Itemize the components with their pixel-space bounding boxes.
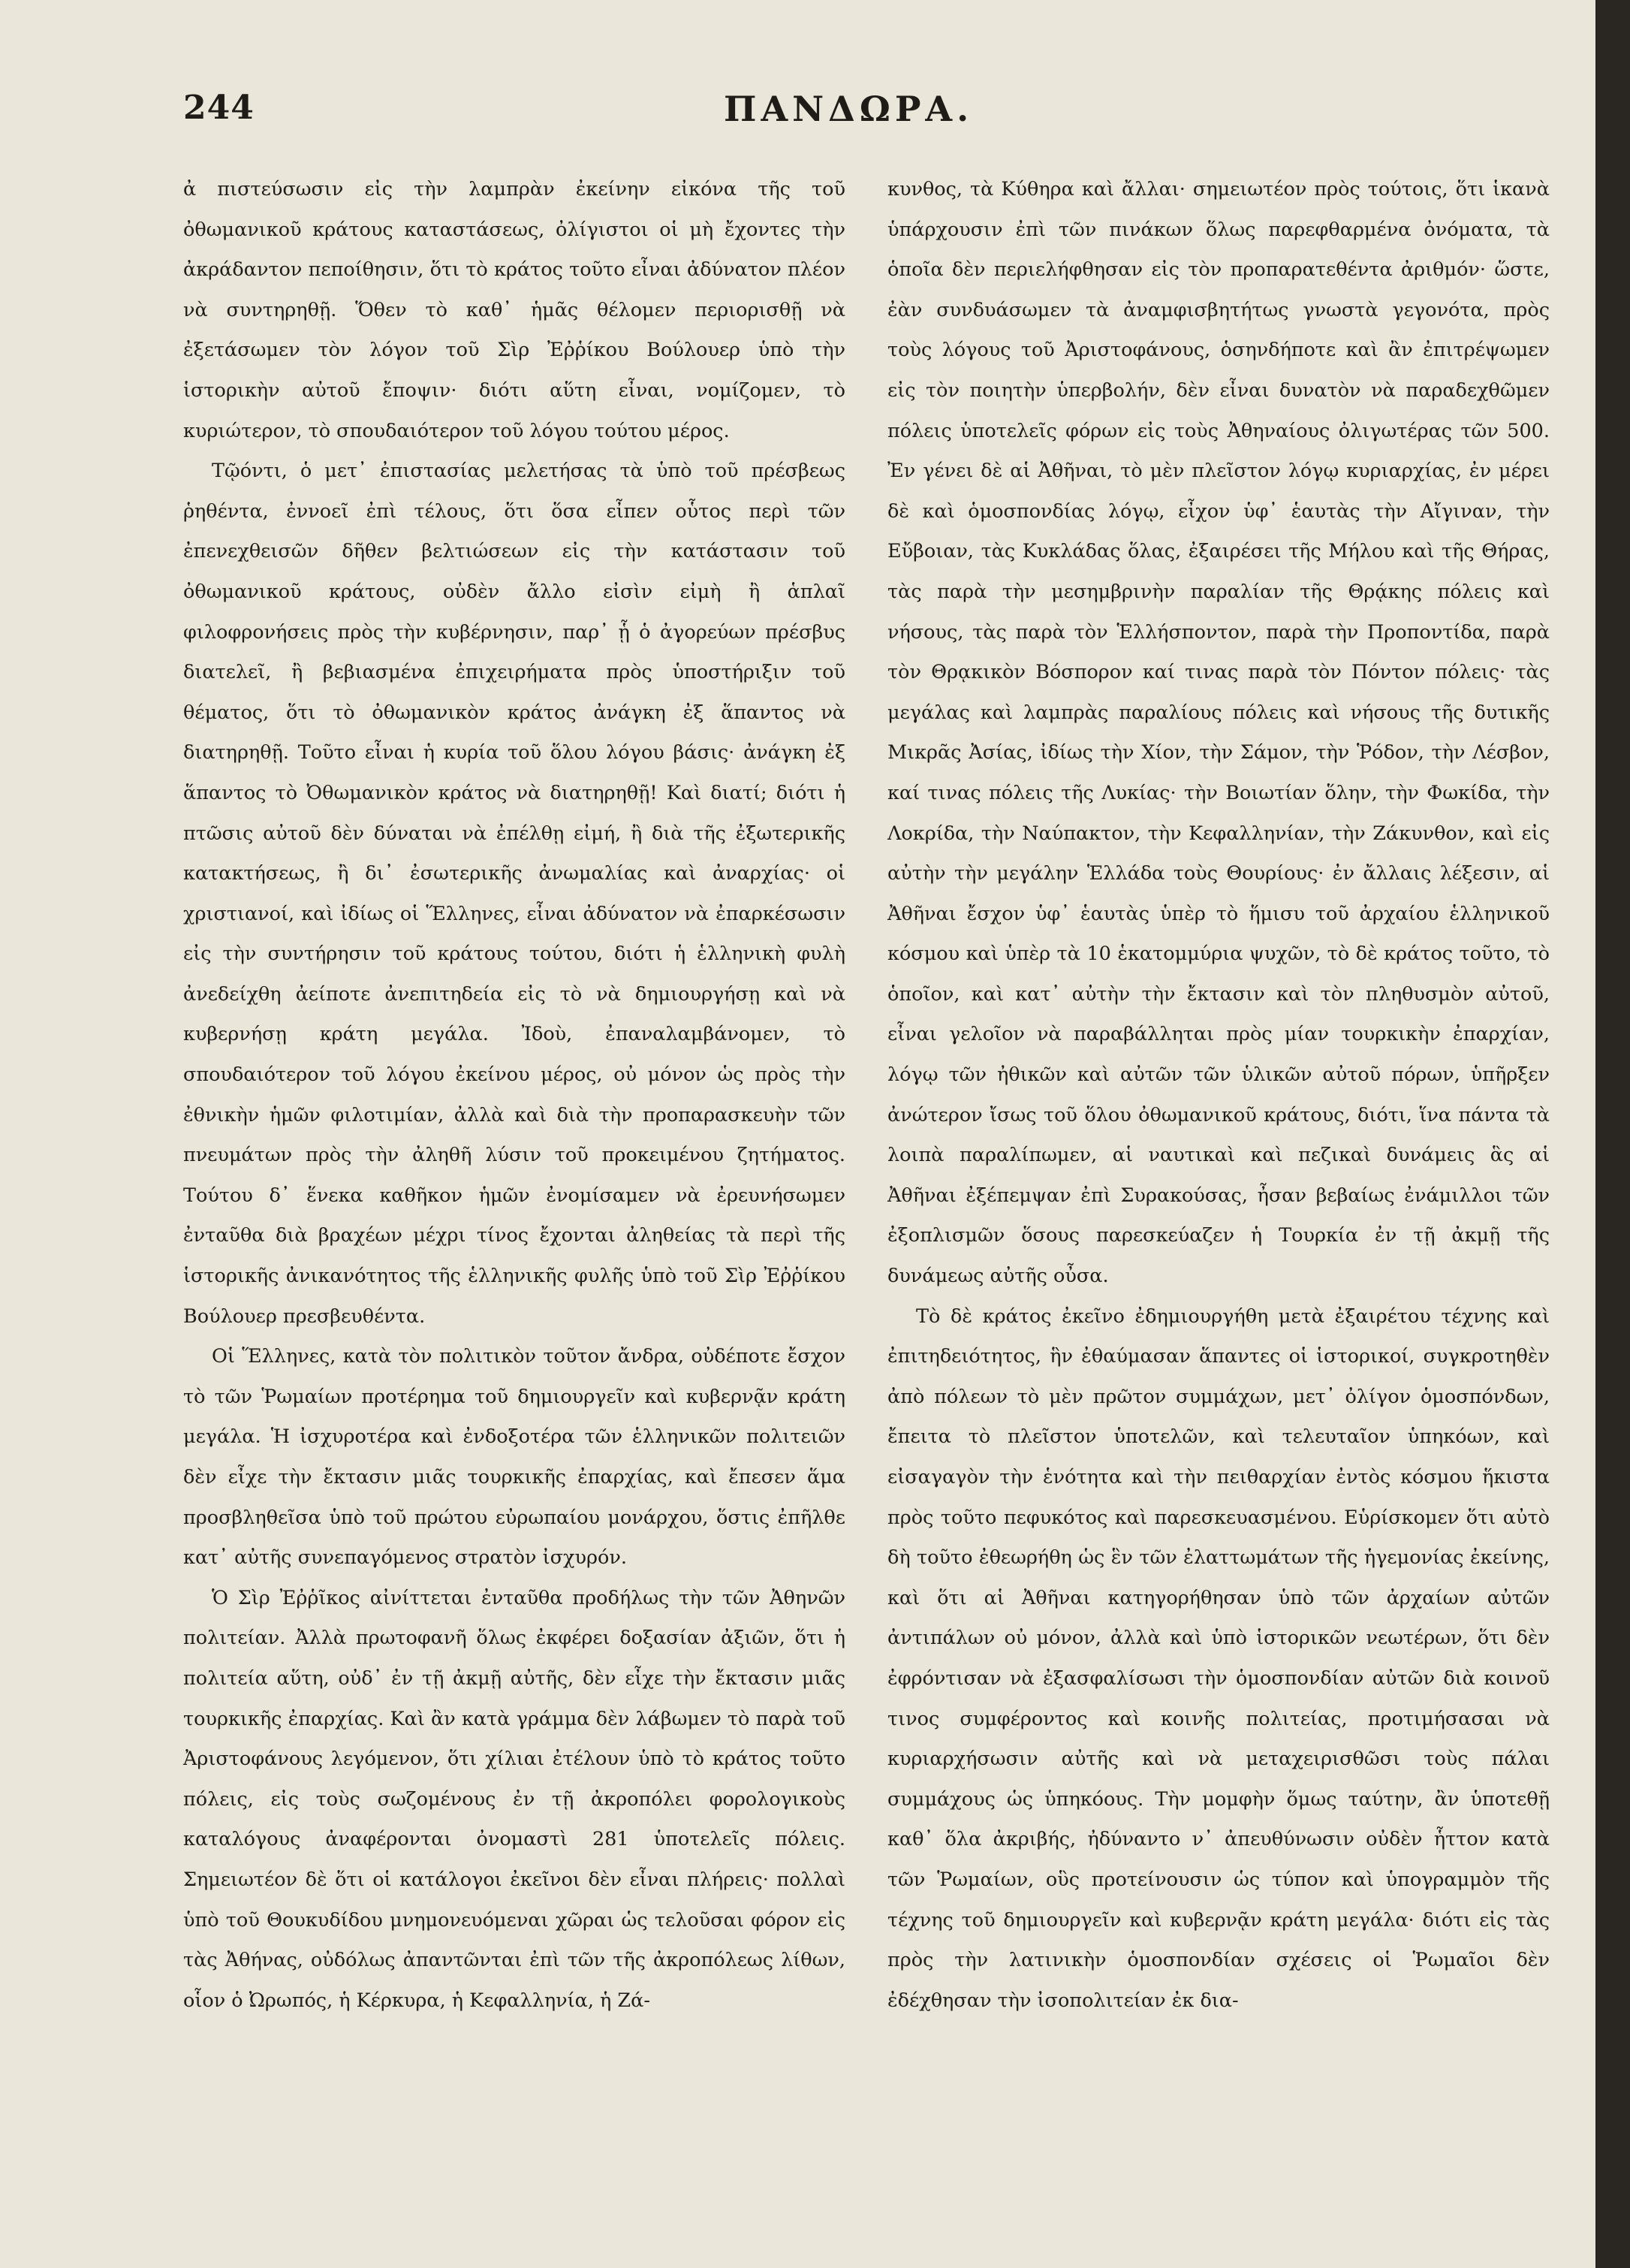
text-columns (183, 170, 1550, 2021)
running-title: ΠΑΝΔΩΡΑ. (724, 89, 974, 129)
left-column (183, 170, 845, 2021)
paragraph: Τῷόντι, ὁ μετ᾿ ἐπιστασίας μελετήσας τὰ ὑπὸ τοῦ πρέσβεως ῥηθέντα, ἐννοεῖ ἐπὶ τέλους, ὅτι ὅσα εἶπεν οὗτος περὶ τῶν ἐπενεχθεισῶν δῆθεν βελτιώσεων εἰς τὴν κατάστασιν τοῦ ὀθωμανικοῦ κράτους, οὐδὲν ἄλλο εἰσὶν εἰμὴ ἢ ἁπλαῖ φιλοφρονήσεις πρὸς τὴν κυβέρνησιν, παρ᾿ ᾗ ὁ ἀγορεύων πρέσβυς διατελεῖ, ἢ βεβιασμένα ἐπιχειρήματα πρὸς ὑποστήριξιν τοῦ θέματος, ὅτι τὸ ὀθωμανικὸν κράτος ἀνάγκη ἐξ ἅπαντος νὰ διατηρηθῇ. Τοῦτο εἶναι ἡ κυρία τοῦ ὅλου λόγου βάσις· ἀνάγκη ἐξ ἅπαντος τὸ Ὀθωμανικὸν κράτος νὰ διατηρηθῇ! Καὶ διατί; διότι ἡ πτῶσις αὐτοῦ δὲν δύναται νὰ ἐπέλθῃ εἰμή, ἢ διὰ τῆς ἐξωτερικῆς κατακτήσεως, ἢ δι᾿ ἐσωτερικῆς ἀνωμαλίας καὶ ἀναρχίας· οἱ χριστιανοί, καὶ ἰδίως οἱ Ἕλληνες, εἶναι ἀδύνατον νὰ ἐπαρκέσωσιν εἰς τὴν συντήρησιν τοῦ κράτους τούτου, διότι ἡ ἑλληνικὴ φυλὴ ἀνεδείχθη ἀείποτε ἀνεπιτηδεία εἰς τὸ νὰ δημιουργήσῃ καὶ νὰ κυβερνήσῃ κράτη μεγάλα. Ἰδοὺ, ἐπαναλαμβάνομεν, τὸ σπουδαιότερον τοῦ λόγου ἐκείνου μέρος, οὐ μόνον ὡς πρὸς τὴν ἐθνικὴν ἡμῶν φιλοτιμίαν, ἀλλὰ καὶ διὰ τὴν προπαρασκευὴν τῶν πνευμάτων πρὸς τὴν ἀληθῆ λύσιν τοῦ προκειμένου ζητήματος. Τούτου δ᾿ ἕνεκα καθῆκον ἡμῶν ἐνομίσαμεν νὰ ἐρευνήσωμεν ἐνταῦθα διὰ βραχέων μέχρι τίνος ἔχονται ἀληθείας τὰ περὶ τῆς ἱστορικῆς ἀνικανότητος τῆς ἑλληνικῆς φυλῆς ὑπὸ τοῦ Σὶρ Ἐῤῥίκου Βούλουερ πρεσβευθέντα. (183, 460, 845, 1328)
paragraph: Τὸ δὲ κράτος ἐκεῖνο ἐδημιουργήθη μετὰ ἐξαιρέτου τέχνης καὶ ἐπιτηδειότητος, ἣν ἐθαύμασαν ἅπαντες οἱ ἱστορικοί, συγκροτηθὲν ἀπὸ πόλεων τὸ μὲν πρῶτον συμμάχων, μετ᾿ ὀλίγον ὁμοσπόνδων, ἔπειτα τὸ πλεῖστον ὑποτελῶν, καὶ τελευταῖον ὑπηκόων, καὶ εἰσαγαγὸν τὴν ἑνότητα καὶ τὴν πειθαρχίαν ἐντὸς κόσμου ἥκιστα πρὸς τοῦτο πεφυκότος καὶ παρεσκευασμένου. Εὑρίσκομεν ὅτι αὐτὸ δὴ τοῦτο ἐθεωρήθη ὡς ἓν τῶν ἐλαττωμάτων τῆς ἡγεμονίας ἐκείνης, καὶ ὅτι αἱ Ἀθῆναι κατηγορήθησαν ὑπὸ τῶν ἀρχαίων αὐτῶν ἀντιπάλων οὐ μόνον, ἀλλὰ καὶ ὑπὸ ἱστορικῶν νεωτέρων, ὅτι δὲν ἐφρόντισαν νὰ ἐξασφαλίσωσι τὴν ὁμοσπονδίαν αὐτῶν διὰ κοινοῦ τινος συμφέροντος καὶ κοινῆς πολιτείας, προτιμήσασαι νὰ κυριαρχήσωσιν αὐτῆς καὶ νὰ μεταχειρισθῶσι τοὺς πάλαι συμμάχους ὡς ὑπηκόους. Τὴν μομφὴν ὅμως ταύτην, ἂν ὑποτεθῇ καθ᾿ ὅλα ἀκριβής, ἠδύναντο ν᾿ ἀπευθύνωσιν οὐδὲν ἧττον κατὰ τῶν Ῥωμαίων, οὓς προτείνουσιν ὡς τύπον καὶ ὑπογραμμὸν τῆς τέχνης τοῦ δημιουργεῖν καὶ κυβερνᾷν κράτη μεγάλα· διότι εἰς τὰς πρὸς τὴν λατινικὴν ὁμοσπονδίαν σχέσεις οἱ Ῥωμαῖοι δὲν ἐδέχθησαν τὴν ἰσοπολιτείαν ἐκ δια- (887, 1304, 1550, 2012)
page-header (183, 89, 1550, 149)
paragraph: Οἱ Ἕλληνες, κατὰ τὸν πολιτικὸν τοῦτον ἄνδρα, οὐδέποτε ἔσχον τὸ τῶν Ῥωμαίων προτέρημα τοῦ δημιουργεῖν καὶ κυβερνᾷν κράτη μεγάλα. Ἡ ἰσχυροτέρα καὶ ἐνδοξοτέρα τῶν ἑλληνικῶν πολιτειῶν δὲν εἶχε τὴν ἔκτασιν μιᾶς τουρκικῆς ἐπαρχίας, καὶ ἔπεσεν ἅμα προσβληθεῖσα ὑπὸ τοῦ πρώτου εὐρωπαίου μονάρχου, ὅστις ἐπῆλθε κατ᾿ αὐτῆς συνεπαγόμενος στρατὸν ἰσχυρόν. (183, 1345, 845, 1570)
paragraph: ἀ πιστεύσωσιν εἰς τὴν λαμπρὰν ἐκείνην εἰκόνα τῆς τοῦ ὀθωμανικοῦ κράτους καταστάσεως, ὀλίγιστοι οἱ μὴ ἔχοντες τὴν ἀκράδαντον πεποίθησιν, ὅτι τὸ κράτος τοῦτο εἶναι ἀδύνατον πλέον νὰ συντηρηθῇ. Ὅθεν τὸ καθ᾿ ἡμᾶς θέλομεν περιορισθῇ νὰ ἐξετάσωμεν τὸν λόγον τοῦ Σὶρ Ἐῤῥίκου Βούλουερ ὑπὸ τὴν ἱστορικὴν αὐτοῦ ἔποψιν· διότι αὕτη εἶναι, νομίζομεν, τὸ κυριώτερον, τὸ σπουδαιότερον τοῦ λόγου τούτου μέρος. (183, 178, 845, 442)
paragraph: Ὁ Σὶρ Ἐῤῥῖκος αἰνίττεται ἐνταῦθα προδήλως τὴν τῶν Ἀθηνῶν πολιτείαν. Ἀλλὰ πρωτοφανῆ ὅλως ἐκφέρει δοξασίαν ἀξιῶν, ὅτι ἡ πολιτεία αὕτη, οὐδ᾿ ἐν τῇ ἀκμῇ αὐτῆς, δὲν εἶχε τὴν ἔκτασιν μιᾶς τουρκικῆς ἐπαρχίας. Καὶ ἂν κατὰ γράμμα δὲν λάβωμεν τὸ παρὰ τοῦ Ἀριστοφάνους λεγόμενον, ὅτι χίλιαι ἐτέλουν ὑπὸ τὸ κράτος τοῦτο πόλεις, εἰς τοὺς σωζομένους ἐν τῇ ἀκροπόλει φορολογικοὺς καταλόγους ἀναφέρονται ὀνομαστὶ 281 ὑποτελεῖς πόλεις. Σημειωτέον δὲ ὅτι οἱ κατάλογοι ἐκεῖνοι δὲν εἶναι πλήρεις· πολλαὶ ὑπὸ τοῦ Θουκυδίδου μνημονευόμεναι χῶραι ὡς τελοῦσαι φόρον εἰς τὰς Ἀθήνας, οὐδόλως ἀπαντῶνται ἐπὶ τῶν τῆς ἀκροπόλεως λίθων, οἷον ὁ Ὠρωπός, ἡ Κέρκυρα, ἡ Κεφαλληνία, ἡ Ζά- (183, 1586, 845, 2012)
page-number: 244 (183, 89, 255, 127)
paragraph: κυνθος, τὰ Κύθηρα καὶ ἄλλαι· σημειωτέον πρὸς τούτοις, ὅτι ἱκανὰ ὑπάρχουσιν ἐπὶ τῶν πινάκων ὅλως παρεφθαρμένα ὀνόματα, τὰ ὁποῖα δὲν περιελήφθησαν εἰς τὸν προπαρατεθέντα ἀριθμόν· ὥστε, ἐὰν συνδυάσωμεν τὰ ἀναμφισβητήτως γνωστὰ γεγονότα, πρὸς τοὺς λόγους τοῦ Ἀριστοφάνους, ὁσηνδήποτε καὶ ἂν ἐπιτρέψωμεν εἰς τὸν ποιητὴν ὑπερβολήν, δὲν εἶναι δυνατὸν νὰ παραδεχθῶμεν πόλεις ὑποτελεῖς φόρων εἰς τοὺς Ἀθηναίους ὀλιγωτέρας τῶν 500. Ἐν γένει δὲ αἱ Ἀθῆναι, τὸ μὲν πλεῖστον λόγῳ κυριαρχίας, ἐν μέρει δὲ καὶ ὁμοσπονδίας λόγῳ, εἶχον ὑφ᾿ ἑαυτὰς τὴν Αἴγιναν, τὴν Εὔβοιαν, τὰς Κυκλάδας ὅλας, ἐξαιρέσει τῆς Μήλου καὶ τῆς Θήρας, τὰς παρὰ τὴν μεσημβρινὴν παραλίαν τῆς Θρᾴκης πόλεις καὶ νήσους, τὰς παρὰ τὸν Ἑλλήσποντον, παρὰ τὴν Προποντίδα, παρὰ τὸν Θρᾳκικὸν Βόσπορον καί τινας παρὰ τὸν Πόντον πόλεις· τὰς μεγάλας καὶ λαμπρὰς παραλίους πόλεις καὶ νήσους τῆς δυτικῆς Μικρᾶς Ἀσίας, ἰδίως τὴν Χίον, τὴν Σάμον, τὴν Ῥόδον, τὴν Λέσβον, καί τινας πόλεις τῆς Λυκίας· τὴν Βοιωτίαν ὅλην, τὴν Φωκίδα, τὴν Λοκρίδα, τὴν Ναύπακτον, τὴν Κεφαλληνίαν, τὴν Ζάκυνθον, καὶ εἰς αὐτὴν τὴν μεγάλην Ἑλλάδα τοὺς Θουρίους· ἐν ἄλλαις λέξεσιν, αἱ Ἀθῆναι ἔσχον ὑφ᾿ ἑαυτὰς ὑπὲρ τὸ ἥμισυ τοῦ ἀρχαίου ἑλληνικοῦ κόσμου καὶ ὑπὲρ τὰ 10 ἑκατομμύρια ψυχῶν, τὸ δὲ κράτος τοῦτο, τὸ ὁποῖον, καὶ κατ᾿ αὐτὴν τὴν ἔκτασιν καὶ τὸν πληθυσμὸν αὐτοῦ, εἶναι γελοῖον νὰ παραβάλληται πρὸς μίαν τουρκικὴν ἐπαρχίαν, λόγῳ τῶν ἠθικῶν καὶ αὐτῶν τῶν ὑλικῶν αὐτοῦ πόρων, ὑπῆρξεν ἀνώτερον ἴσως τοῦ ὅλου ὀθωμανικοῦ κράτους, διότι, ἵνα πάντα τὰ λοιπὰ παραλίπωμεν, αἱ ναυτικαὶ καὶ πεζικαὶ δυνάμεις ἃς αἱ Ἀθῆναι ἐξέπεμψαν ἐπὶ Συρακούσας, ἦσαν βεβαίως ἐνάμιλλοι τῶν ἐξοπλισμῶν ὅσους παρεσκεύαζεν ἡ Τουρκία ἐν τῇ ἀκμῇ τῆς δυνάμεως αὐτῆς οὖσα. (887, 178, 1550, 1288)
right-column (887, 170, 1550, 2021)
